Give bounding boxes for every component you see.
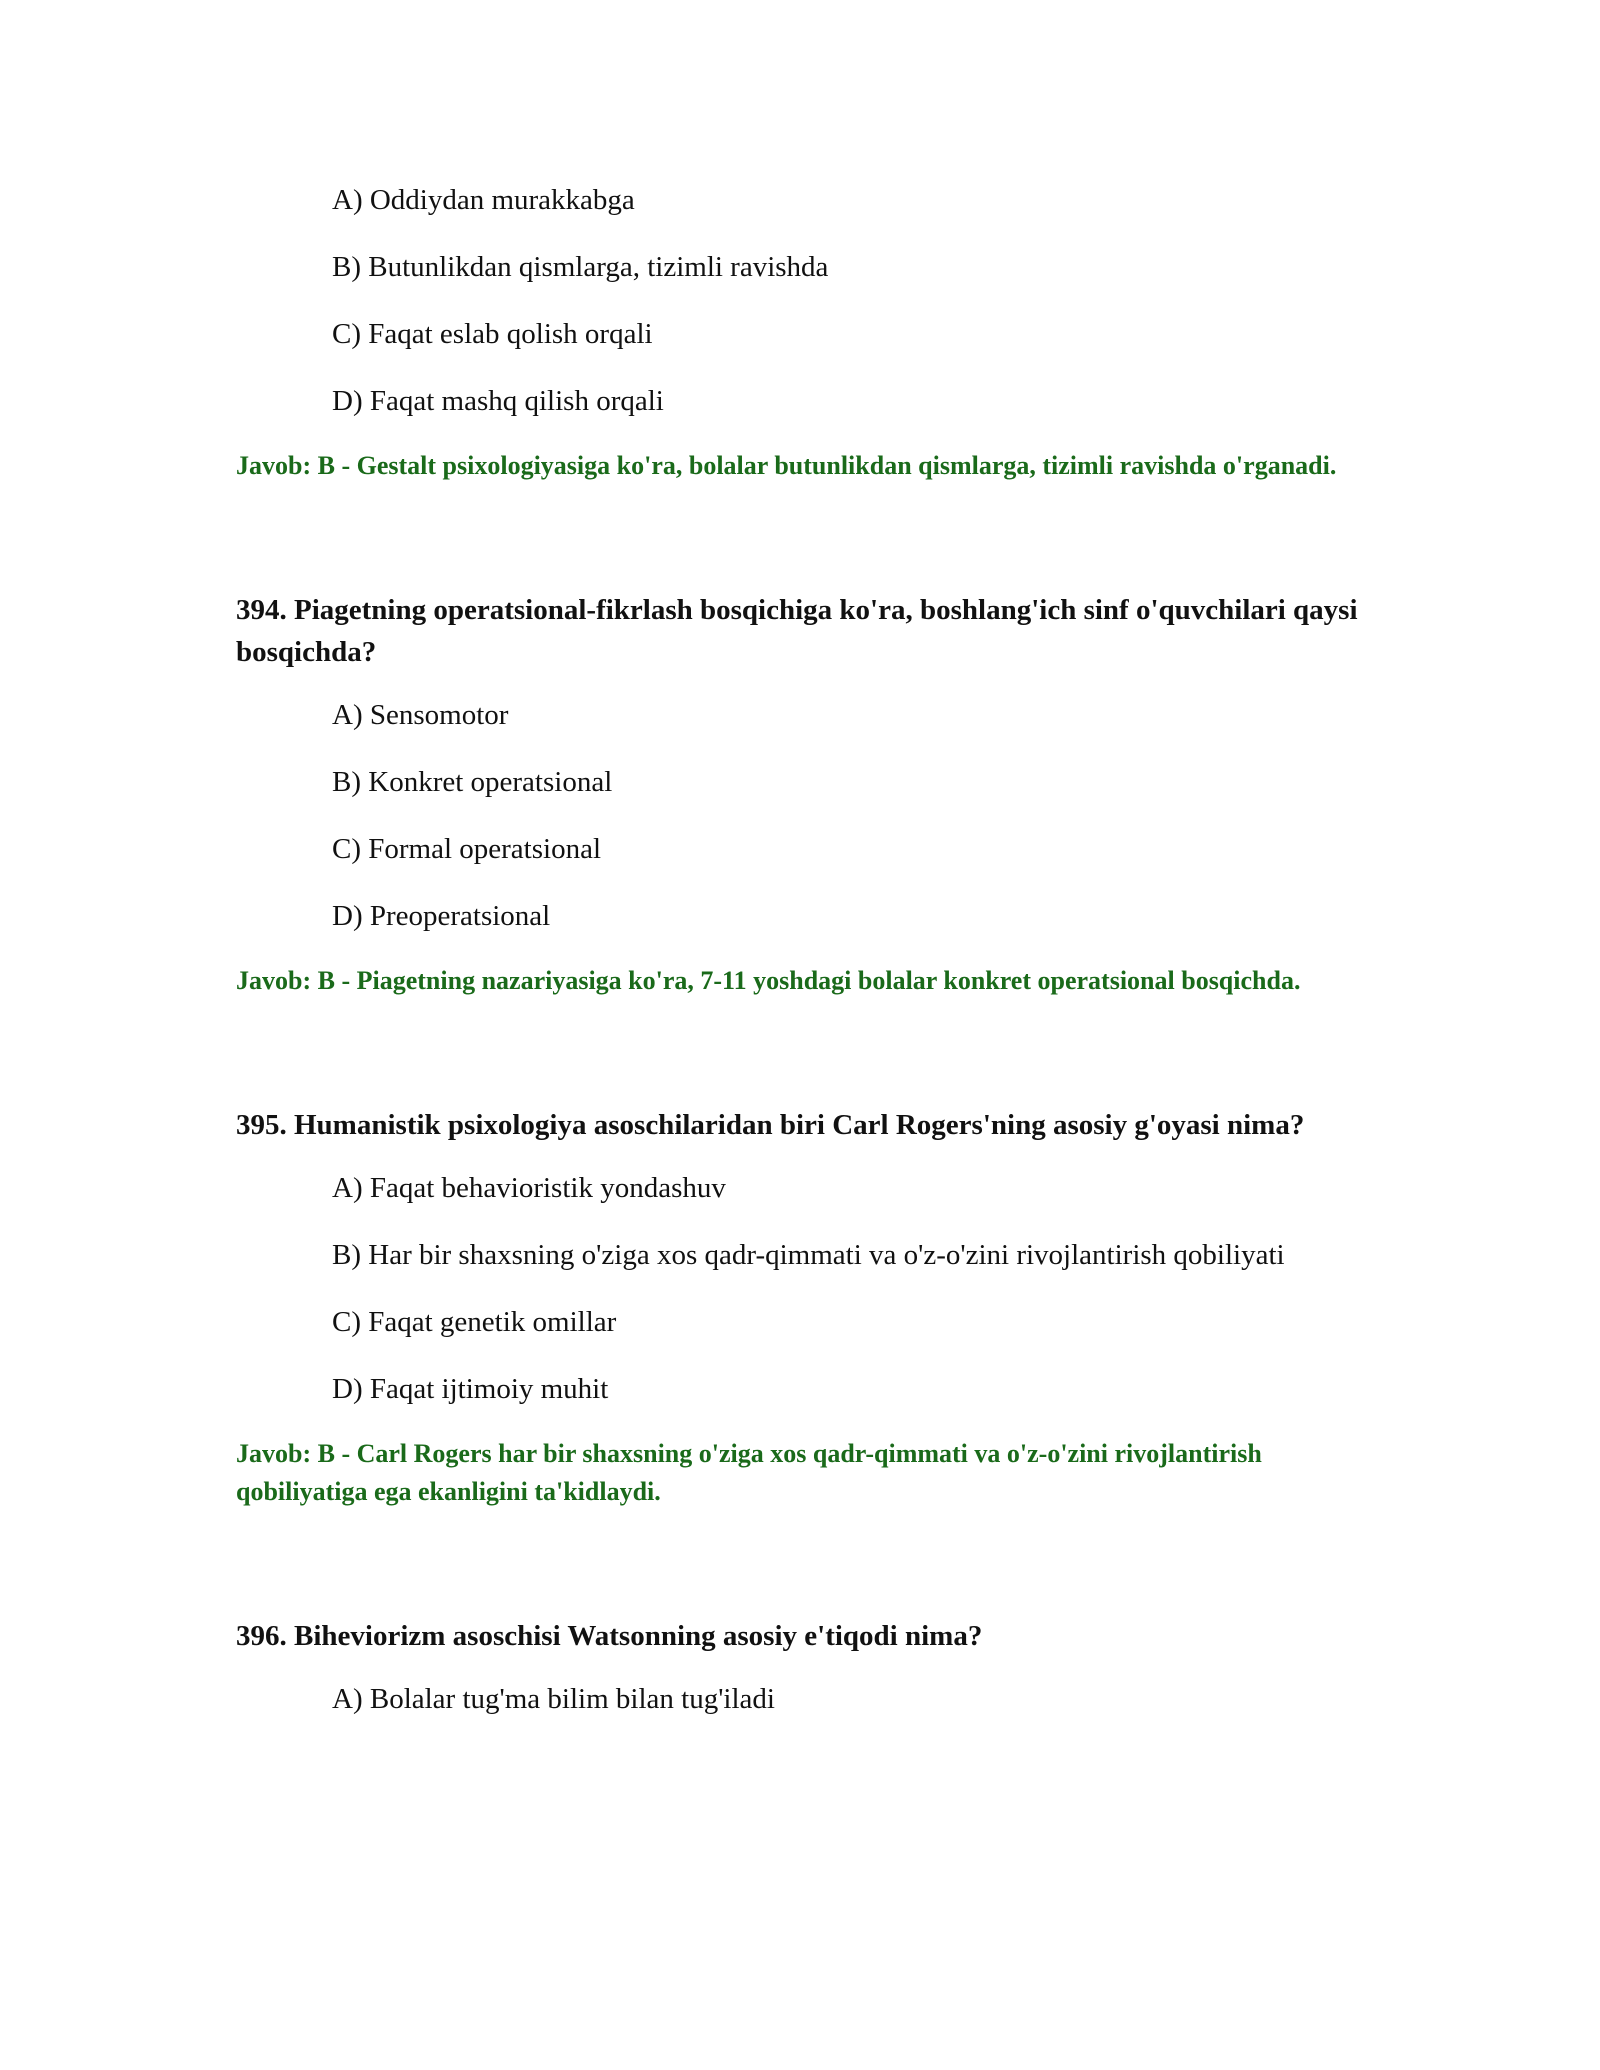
option-d: D) Preoperatsional: [332, 900, 551, 932]
option-b: B) Har bir shaxsning o'ziga xos qadr-qimmati va o'z-o'zini rivojlantirish qobiliyati: [332, 1239, 1285, 1271]
option-b: B) Butunlikdan qismlarga, tizimli ravishda: [332, 251, 829, 283]
option-b: B) Konkret operatsional: [332, 766, 613, 798]
option-c: C) Faqat genetik omillar: [332, 1306, 617, 1338]
question-395: 395. Humanistik psixologiya asoschilaridan biri Carl Rogers'ning asosiy g'oyasi nima?: [236, 1109, 1305, 1141]
question-396: 396. Biheviorizm asoschisi Watsonning asosiy e'tiqodi nima?: [236, 1620, 983, 1652]
option-c: C) Formal operatsional: [332, 833, 602, 865]
option-a: A) Bolalar tug'ma bilim bilan tug'iladi: [332, 1683, 775, 1715]
page-content: [236, 180, 1386, 1746]
option-d: D) Faqat ijtimoiy muhit: [332, 1373, 609, 1405]
option-a: A) Oddiydan murakkabga: [332, 184, 635, 216]
answer-text: Javob: B - Gestalt psixologiyasiga ko'ra, bolalar butunlikdan qismlarga, tizimli ravishda o'rganadi.: [236, 451, 1337, 480]
answer-text: Javob: B - Piagetning nazariyasiga ko'ra, 7-11 yoshdagi bolalar konkret operatsional bosqichda.: [236, 966, 1301, 995]
question-394: 394. Piagetning operatsional-fikrlash bosqichiga ko'ra, boshlang'ich sinf o'quvchilari qaysi bosqichda?: [236, 594, 1358, 668]
option-c: C) Faqat eslab qolish orqali: [332, 318, 653, 350]
option-a: A) Sensomotor: [332, 699, 509, 731]
option-a: A) Faqat behavioristik yondashuv: [332, 1172, 726, 1204]
answer-text: Javob: B - Carl Rogers har bir shaxsning o'ziga xos qadr-qimmati va o'z-o'zini rivojlantirish qobiliyatiga ega ekanligini ta'kidlaydi.: [236, 1439, 1262, 1506]
option-d: D) Faqat mashq qilish orqali: [332, 385, 664, 417]
